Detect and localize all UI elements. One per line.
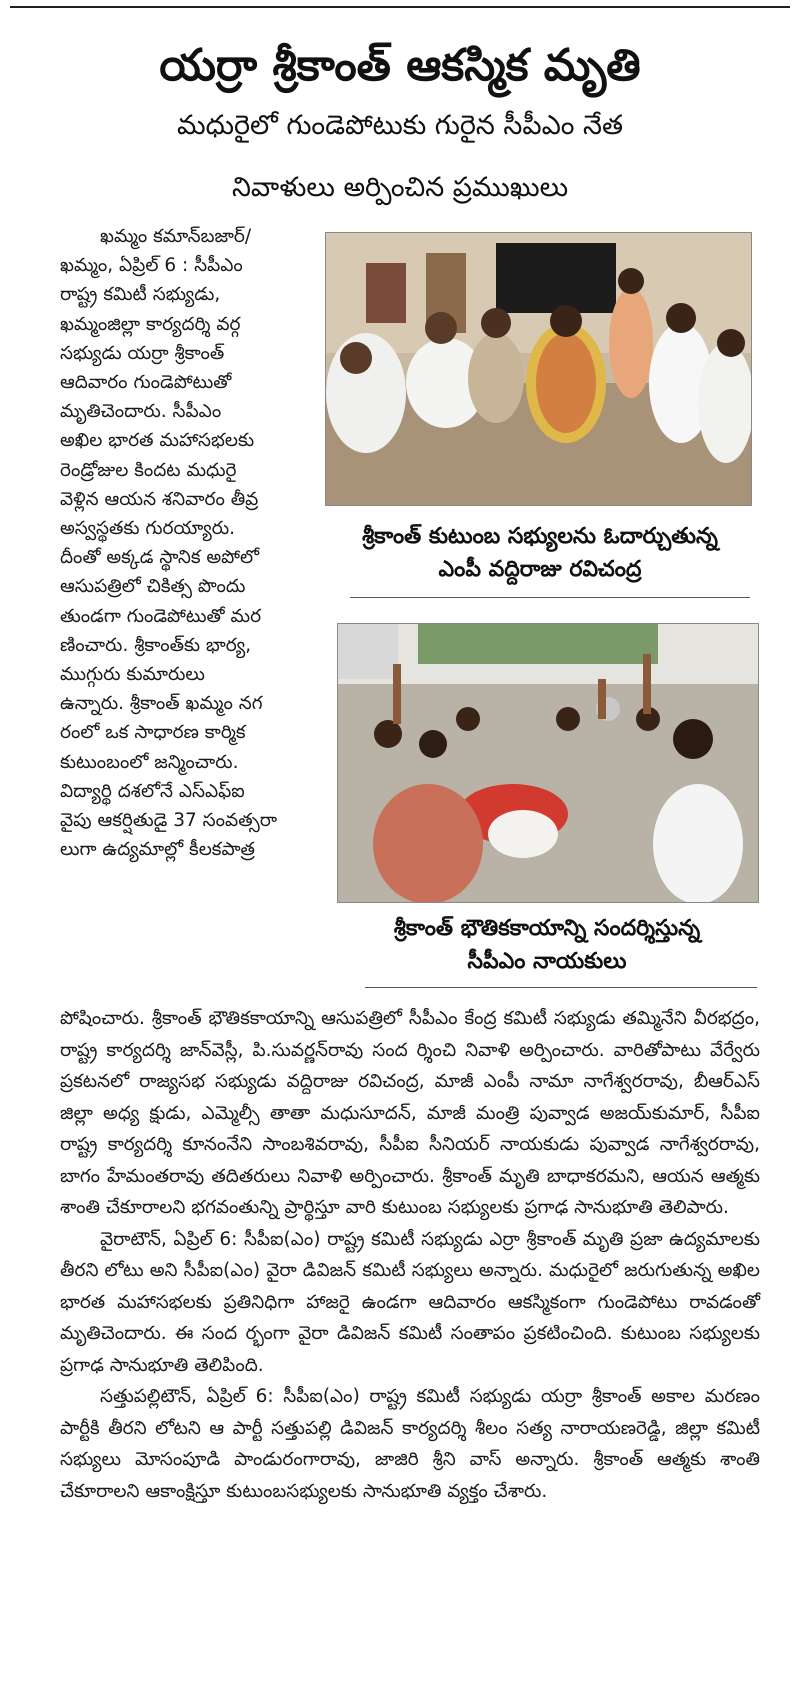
column-line: కుటుంబంలో జన్మించారు. — [60, 751, 239, 773]
column-line: ఖమ్మం కమాన్‌బజార్/ — [100, 226, 252, 247]
column-line: ఉన్నారు. శ్రీకాంత్ ఖమ్మం నగ — [60, 693, 263, 715]
column-line: లుగా ఉద్యమాల్లో కీలకపాత్ర — [60, 839, 255, 861]
headline: యర్రా శ్రీకాంత్ ఆకస్మిక మృతి — [159, 40, 641, 91]
article-paragraph: సత్తుపల్లిటౌన్, ఏప్రిల్ 6: సీపీఐ(ఎం) రాష్ట్ర కమిటీ సభ్యుడు యర్రా శ్రీకాంత్ అకాల మరణం పార్టీకి తీరని లోటని ఆ పార్టీ సత్తుపల్లి డివిజన్ కార్యదర్శి శీలం సత్య నారాయణరెడ్డి, జిల్లా కమిటీ సభ్యులు మోసంపూడి పాండురంగారావు, జాజిరి శ్రీని వాస్ అన్నారు. శ్రీకాంత్ ఆత్మకు శాంతి చేకూరాలని ఆకాంక్షిస్తూ కుటుంబసభ్యులకు సానుభూతి వ్యక్తం చేశారు. — [60, 1386, 760, 1502]
caption-divider — [350, 597, 750, 598]
column-line: రెండ్రోజుల కిందట మధురై — [60, 459, 237, 481]
column-line: ఆసుపత్రిలో చికిత్స పొందు — [60, 576, 246, 598]
photo1-caption-line2: ఎంపీ వద్దిరాజు రవిచంద్ర — [438, 557, 642, 582]
article-body-full-width — [60, 1003, 760, 1507]
photo-homage-illustration — [338, 624, 758, 902]
subheadline: మధురైలో గుండెపోటుకు గురైన సీపీఎం నేత — [177, 110, 623, 141]
column-line: విద్యార్థి దశలోనే ఎస్ఎఫ్ఐ — [60, 780, 245, 802]
column-line: రాష్ట్ర కమిటీ సభ్యుడు, — [60, 284, 221, 306]
photo2-caption-line1: శ్రీకాంత్ భౌతికకాయాన్ని సందర్శిస్తున్న — [393, 916, 701, 941]
photo-family-consoled — [325, 232, 752, 506]
column-line: దీంతో అక్కడ స్థానిక అపోలో — [60, 547, 260, 569]
column-line: ణించారు. శ్రీకాంత్‌కు భార్య, — [60, 634, 252, 656]
photo2-caption-line2: సీపీఎం నాయకులు — [467, 949, 627, 974]
column-line: రంలో ఒక సాధారణ కార్మిక — [60, 722, 246, 744]
column-line: తుండగా గుండెపోటుతో మర — [60, 605, 262, 627]
column-line: ఆదివారం గుండెపోటుతో — [60, 372, 232, 394]
photo2-caption — [337, 912, 757, 978]
photo-family-illustration — [326, 233, 751, 505]
column-line: వైపు ఆకర్షితుడై 37 సంవత్సరా — [60, 810, 278, 832]
column-line: ఖమ్మంజిల్లా కార్యదర్శి వర్గ — [60, 313, 241, 335]
photo1-caption — [325, 520, 755, 586]
top-rule — [10, 6, 790, 8]
column-line: అస్వస్థతకు గురయ్యారు. — [60, 518, 235, 540]
caption-divider — [365, 987, 757, 988]
column-line: ముగ్గురు కుమారులు — [60, 664, 205, 686]
column-line: వెళ్లిన ఆయన శనివారం తీవ్ర — [60, 488, 259, 510]
column-line: అఖిల భారత మహాసభలకు — [60, 430, 255, 452]
column-line: మృతిచెందారు. సీపీఎం — [60, 401, 222, 423]
column-line: ఖమ్మం, ఏప్రిల్ 6 : సీపీఎం — [60, 255, 243, 277]
column-body-text — [60, 222, 325, 864]
article-paragraph: వైరాటౌన్, ఏప్రిల్ 6: సీపీఐ(ఎం) రాష్ట్ర కమిటీ సభ్యుడు ఎర్రా శ్రీకాంత్ మృతి ప్రజా ఉద్యమాలకు తీరని లోటు అని సీపీఐ(ఎం) వైరా డివిజన్ కమిటీ సభ్యులు అన్నారు. మధురైలో జరుగుతున్న అఖిల భారత మహాసభలకు ప్రతినిధిగా హాజరై ఉండగా ఆదివారం ఆకస్మికంగా గుండెపోటు రావడంతో మృతిచెందారు. ఈ సంద ర్భంగా వైరా డివిజన్ కమిటీ సంతాపం ప్రకటించింది. కుటుంబ సభ్యులకు ప్రగాఢ సానుభూతి తెలిపింది. — [60, 1228, 760, 1376]
column-line: సభ్యుడు యర్రా శ్రీకాంత్ — [60, 342, 225, 364]
photo1-caption-line1: శ్రీకాంత్ కుటుంబ సభ్యులను ఓదార్చుతున్న — [362, 524, 718, 549]
photo-leaders-homage — [337, 623, 759, 903]
subheadline-secondary: నివాళులు అర్పించిన ప్రముఖులు — [231, 172, 569, 203]
article-paragraph: పోషించారు. శ్రీకాంత్ భౌతికకాయాన్ని ఆసుపత్రిలో సీపీఎం కేంద్ర కమిటీ సభ్యుడు తమ్మినేని వీరభద్రం, రాష్ట్ర కార్యదర్శి జాన్‌వెస్లీ, పి.సువర్ణన్‌రావు సంద ర్శించి నివాళి అర్పించారు. వారితోపాటు వేర్వేరు ప్రకటనలో రాజ్యసభ సభ్యుడు వద్దిరాజు రవిచంద్ర, మాజీ ఎంపీ నామా నాగేశ్వరరావు, బీఆర్ఎస్ జిల్లా అధ్య క్షుడు, ఎమ్మెల్సీ తాతా మధుసూదన్, మాజీ మంత్రి పువ్వాడ అజయ్‌కుమార్, సీపీఐ రాష్ట్ర కార్యదర్శి కూనంనేని సాంబశివరావు, సీపీఐ సీనియర్ నాయకుడు పువ్వాడ నాగేశ్వరరావు, బాగం హేమంతరావు తదితరులు నివాళి అర్పించారు. శ్రీకాంత్ మృతి బాధాకరమని, ఆయన ఆత్మకు శాంతి చేకూరాలని భగవంతున్ని ప్రార్థిస్తూ వారి కుటుంబ సభ్యులకు ప్రగాఢ సానుభూతి తెలిపారు. — [60, 1008, 760, 1218]
